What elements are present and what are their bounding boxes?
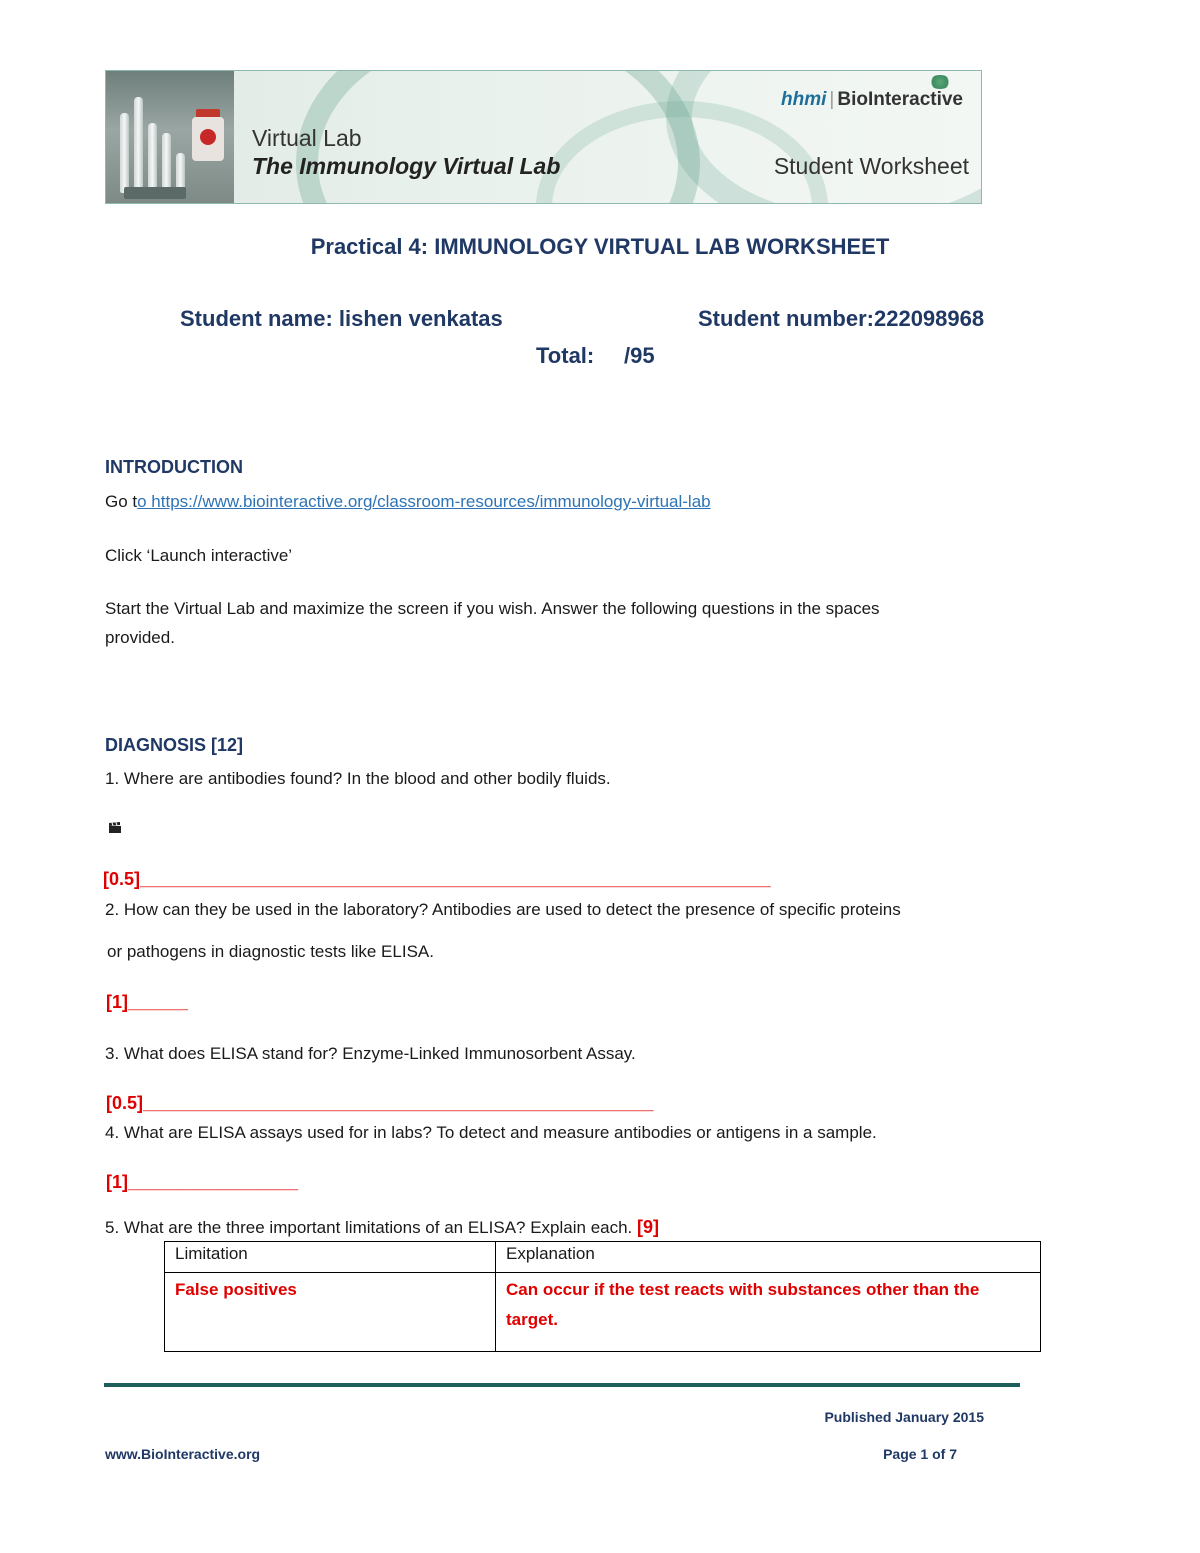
clapperboard-icon — [108, 820, 122, 831]
intro-heading: INTRODUCTION — [105, 457, 243, 477]
question-4-mark: [1]_________________ — [106, 1172, 299, 1192]
biohazard-icon — [200, 129, 216, 145]
student-number: Student number:222098968 — [698, 306, 985, 331]
footer-divider — [104, 1383, 1020, 1387]
virtual-lab-link[interactable]: o https://www.biointeractive.org/classroom-resources/immunology-virtual-lab — [137, 492, 711, 511]
question-3-mark: [0.5]___________________________________________________ — [106, 1093, 654, 1113]
lab-equipment-image — [106, 71, 234, 203]
table-header-cell: Limitation — [165, 1242, 496, 1273]
student-name: Student name: lishen venkatas — [180, 306, 503, 331]
banner-right-label: Student Worksheet — [773, 153, 969, 179]
table-header-row — [165, 1242, 1041, 1273]
question-3: 3. What does ELISA stand for? Enzyme-Linked Immunosorbent Assay. — [105, 1044, 636, 1063]
footer-page-number: Page 1 of 7 — [883, 1446, 957, 1462]
question-5-mark: [9] — [637, 1217, 660, 1237]
hhmi-logo-icon — [929, 75, 951, 89]
question-1: 1. Where are antibodies found? In the blood and other bodily fluids. — [105, 769, 611, 788]
banner-title: The Immunology Virtual Lab — [252, 153, 561, 179]
table-row — [165, 1273, 1041, 1352]
intro-click: Click ‘Launch interactive’ — [105, 546, 293, 565]
limitations-table — [164, 1241, 1041, 1352]
table-header-cell: Explanation — [496, 1242, 1041, 1273]
total-value: /95 — [624, 343, 655, 368]
intro-start-line2: provided. — [105, 628, 175, 647]
intro-goto: Go to https://www.biointeractive.org/classroom-resources/immunology-virtual-lab — [105, 492, 711, 511]
question-2-line2: or pathogens in diagnostic tests like ELISA. — [107, 942, 434, 961]
table-cell: Can occur if the test reacts with substances other than the target. — [496, 1273, 1041, 1352]
footer-site-link[interactable]: www.BioInteractive.org — [105, 1446, 261, 1462]
question-4: 4. What are ELISA assays used for in labs? To detect and measure antibodies or antigens in a sample. — [105, 1123, 877, 1142]
hhmi-biointeractive-logo: hhmi | BioInteractive — [781, 89, 963, 110]
question-2-line1: 2. How can they be used in the laboratory? Antibodies are used to detect the presence of specific proteins — [105, 900, 901, 919]
diagnosis-heading: DIAGNOSIS [12] — [105, 735, 244, 755]
intro-start-line1: Start the Virtual Lab and maximize the screen if you wish. Answer the following questions in the spaces — [105, 599, 880, 618]
question-1-mark: [0.5]_______________________________________________________________ — [103, 869, 771, 889]
page-title: Practical 4: IMMUNOLOGY VIRTUAL LAB WORKSHEET — [310, 234, 890, 259]
banner-subtitle: Virtual Lab — [252, 125, 362, 151]
footer-published: Published January 2015 — [824, 1409, 984, 1425]
total-label: Total: — [536, 343, 595, 368]
question-5: 5. What are the three important limitations of an ELISA? Explain each. [9] — [105, 1217, 660, 1237]
question-2-mark: [1]______ — [106, 992, 189, 1012]
worksheet-banner — [105, 70, 982, 204]
table-cell: False positives — [165, 1273, 496, 1352]
